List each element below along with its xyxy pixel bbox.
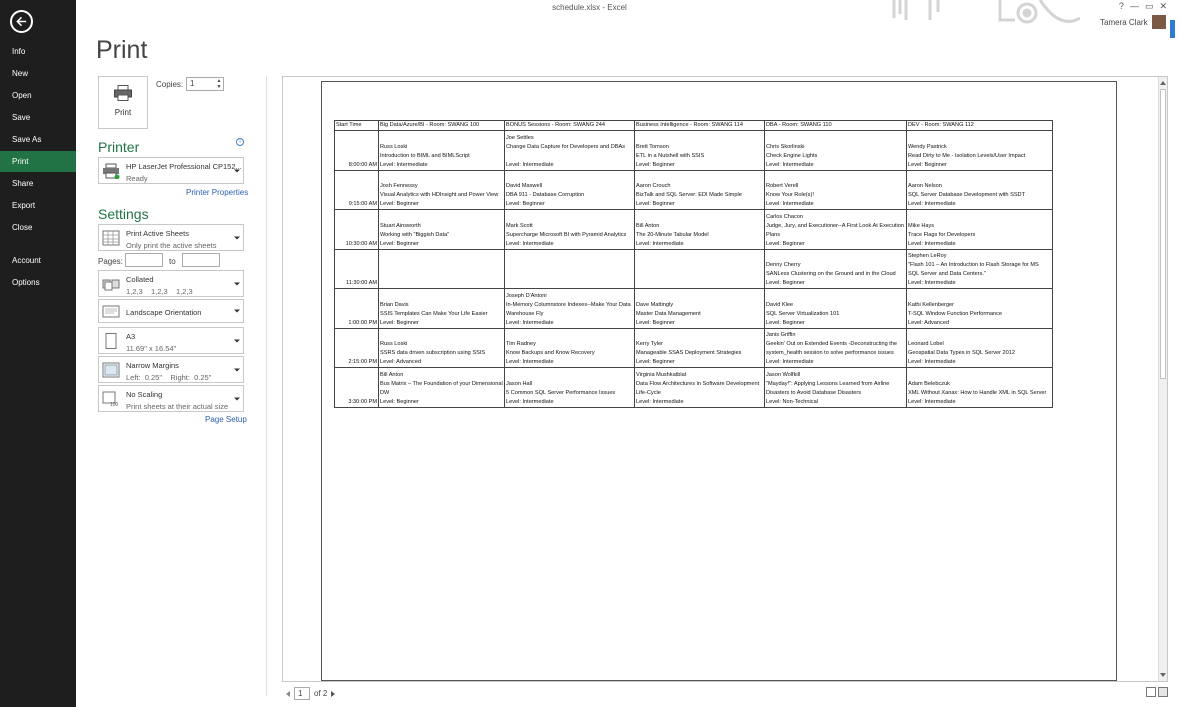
session-cell [765,131,907,171]
session-line: Introduction to BIML and BIMLScript [380,152,470,159]
session-cell [907,328,1053,368]
zoom-controls [1146,687,1168,697]
pages-from-input[interactable] [125,253,163,267]
start-time-cell: 8:00:00 AM [335,131,379,171]
paper-size-icon [102,333,120,349]
chevron-down-icon [234,282,240,285]
session-line: Change Data Capture for Developers and DBAs [506,143,626,150]
window-edge-accent [1170,20,1175,38]
session-cell [379,210,505,250]
minimize-button[interactable]: — [1129,1,1139,11]
pages-to-label: to [169,257,176,266]
session-cell [907,249,1053,289]
session-line: Level: Beginner [380,201,419,207]
nav-account[interactable]: Account [12,256,41,265]
table-row [335,131,1053,171]
session-cell [379,131,505,171]
session-line: Level: Beginner [506,201,545,207]
session-line: Level: Intermediate [766,359,814,365]
speaker-name: Wendy Pastrick [908,143,947,150]
table-row [335,289,1053,329]
session-line: Bus Matrix – The Foundation of your Dimensional DW [380,380,503,396]
spin-up-icon[interactable]: ▲ [216,78,222,84]
table-row [335,368,1053,408]
speaker-name [380,279,503,288]
session-line: Level: Beginner [636,161,675,168]
table-row [335,210,1053,250]
print-preview[interactable] [282,76,1168,682]
session-line: Level: Intermediate [506,161,554,168]
nav-save-as[interactable]: Save As [12,135,42,144]
session-line: Level: Intermediate [636,240,684,247]
page-number-input[interactable]: 1 [294,687,310,700]
session-line: XML Without Xanax: How to Handle XML in SQL Server [908,389,1047,396]
nav-export[interactable]: Export [12,201,36,210]
session-line: Level: Intermediate [506,359,554,365]
session-line: Level: Intermediate [766,201,814,207]
printer-icon [102,163,120,179]
session-line: Working with "Biggish Data" [380,231,450,238]
session-line: ETL in a Nutshell with SSIS [636,152,705,159]
speaker-name: Leonard Lobel [908,341,944,347]
start-time-cell: 2:15:00 PM [335,328,379,368]
session-line: Visual Analytics with HDInsight and Power View [380,192,499,198]
back-arrow-icon [15,15,28,28]
session-cell [379,289,505,329]
session-line: Level: Intermediate [380,161,428,168]
column-header: Big Data/Azure/BI - Room: SWANG 100 [379,121,505,131]
table-body [335,131,1053,408]
session-line: Level: Intermediate [908,280,956,286]
session-line: Level: Beginner [766,240,805,247]
session-cell [635,249,765,289]
session-line: Know Backups and Know Recovery [506,350,595,356]
avatar[interactable] [1152,15,1166,29]
session-line: Level: Intermediate [636,398,684,405]
session-cell [907,368,1053,408]
session-cell [505,170,635,210]
speaker-name: Kerry Tyler [636,341,663,347]
speaker-name: Robert Verell [766,183,799,189]
start-time-cell: 3:30:00 PM [335,368,379,408]
page-title: Print [96,36,148,64]
session-line: Master Data Management [636,310,701,317]
print-what-title: Print Active Sheets [126,229,189,238]
nav-info[interactable]: Info [12,47,26,56]
session-line: SQL Server Virtualization 101 [766,310,840,317]
session-line: 5 Common SQL Server Performance Issues [506,389,616,396]
session-line: Geekin' Out on Extended Events -Deconstructing the system_health session to solve performance issues [766,341,898,356]
restore-button[interactable]: ▭ [1144,1,1154,11]
session-line: Level: Intermediate [908,359,956,365]
speaker-name [506,279,633,288]
paper-size-dropdown[interactable] [98,327,244,354]
panel-divider [266,76,267,696]
session-line: Level: Intermediate [908,240,956,247]
paper-size-subtitle: 11.69" x 16.54" [126,344,177,353]
session-cell [379,170,505,210]
session-line: SSRS data driven subscription using SSIS [380,350,486,356]
printer-icon [114,85,132,101]
session-line: DBA 911 - Database Corruption [506,192,585,198]
orientation-dropdown[interactable] [98,299,244,323]
session-cell [505,131,635,171]
copies-value: 1 [190,79,195,88]
chevron-down-icon [234,339,240,342]
print-what-subtitle: Only print the active sheets [126,241,217,250]
back-button[interactable] [10,10,33,33]
nav-print[interactable]: Print [0,151,76,172]
session-line: Manageable SSAS Deployment Strategies [636,350,742,356]
help-button[interactable]: ? [1118,1,1124,11]
speaker-name: Russ Loski [380,143,408,150]
session-line: In-Memory Columnstore Indexes--Make Your Data Warehouse Fly [506,301,631,317]
chevron-down-icon [234,368,240,371]
session-line: Trace Flags for Developers [908,231,976,238]
print-button[interactable] [98,76,148,129]
table-row [335,170,1053,210]
session-line: "Flash 101 – An Introduction to Flash Storage for MS SQL Server and Data Centers." [908,262,1039,277]
session-line: Level: Intermediate [908,201,956,207]
session-cell [505,368,635,408]
column-header: DEV - Room: SWANG 112 [907,121,1053,131]
printer-dropdown[interactable] [98,157,244,184]
margins-subtitle: Left: 0.25" Right: 0.25" [126,373,212,382]
pages-to-input[interactable] [182,253,220,267]
session-line: Check Engine Lights [766,152,818,159]
session-line: Level: Intermediate [506,398,554,405]
margins-title: Narrow Margins [126,361,179,370]
previous-page-icon[interactable] [286,691,290,697]
session-line: Level: Beginner [380,398,419,405]
session-cell [505,249,635,289]
session-cell [907,131,1053,171]
page-total: of 2 [314,689,328,698]
speaker-name: Bill Anton [380,371,404,378]
session-line: SSIS Templates Can Make Your Life Easier [380,310,488,317]
column-header: Business Intelligence - Room: SWANG 114 [635,121,765,131]
session-line: Judge, Jury, and Executioner--A First Look At Execution Plans [766,222,904,238]
start-time-cell: 9:15:00 AM [335,170,379,210]
table-row [335,328,1053,368]
column-header: BONUS Sessions - Room: SWANG 244 [505,121,635,131]
speaker-name: Brett Tomson [636,143,669,150]
speaker-name [636,279,763,288]
session-cell [505,328,635,368]
speaker-name: Dave Mattingly [636,301,673,308]
nav-save[interactable]: Save [12,113,31,122]
session-cell [907,289,1053,329]
margins-icon [102,362,120,378]
spin-down-icon[interactable]: ▼ [216,84,222,90]
schedule-table [334,120,1053,408]
session-cell [765,249,907,289]
speaker-name: Denny Cherry [766,262,801,268]
speaker-name: Josh Fennessy [380,183,418,189]
chevron-down-icon [234,236,240,239]
session-line: Level: Beginner [766,319,805,326]
speaker-name: Tim Radney [506,341,536,347]
preview-scrollbar[interactable] [1158,77,1167,681]
speaker-name: Carlos Chacon [766,213,803,220]
session-line: Level: Non-Technical [766,398,818,405]
margins-dropdown[interactable] [98,356,244,383]
speaker-name: Stuart Ainsworth [380,222,421,229]
session-line: Level: Beginner [908,161,947,168]
close-window-button[interactable]: ✕ [1159,1,1167,11]
show-margins-icon[interactable] [1146,687,1156,697]
settings-heading: Settings [98,206,149,222]
speaker-name: Virginia Mushkatblat [636,371,687,378]
session-cell [765,328,907,368]
session-cell [765,170,907,210]
sheet-grid-icon [102,230,120,246]
copies-input[interactable] [186,77,224,91]
session-line: Level: Beginner [766,280,805,286]
window-controls [1119,1,1167,12]
session-line: The 20-Minute Tabular Model [636,231,709,238]
collation-title: Collated [126,275,154,284]
scroll-thumb[interactable] [1160,89,1166,379]
session-line: Data Flow Architectures in Software Development Life-Cycle [636,380,760,396]
printer-heading: Printer [98,139,140,155]
printer-properties-link[interactable]: Printer Properties [186,188,249,197]
scaling-icon [102,391,120,407]
speaker-name: Stephen LeRoy [908,253,947,259]
session-line: Level: Intermediate [908,398,956,405]
session-cell [765,289,907,329]
paper-size-title: A3 [126,332,136,341]
session-line: Level: Beginner [636,359,675,365]
next-page-icon[interactable] [331,691,335,697]
nav-options[interactable]: Options [12,278,40,287]
collation-dropdown[interactable] [98,270,244,297]
svg-text:100: 100 [110,401,119,407]
session-cell [765,368,907,408]
session-line: SQL Server Database Development with SSDT [908,192,1026,198]
session-cell [379,328,505,368]
orientation-title: Landscape Orientation [126,308,202,317]
column-header: Start Time [335,121,379,131]
start-time-cell: 11:30:00 AM [335,249,379,289]
session-cell [635,289,765,329]
speaker-name: Joseph D'Antoni [506,292,547,299]
speaker-name: Russ Loski [380,341,408,347]
info-icon[interactable]: i [236,138,244,146]
nav-open[interactable]: Open [12,91,32,100]
zoom-to-page-icon[interactable] [1158,687,1168,697]
speaker-name: Aaron Nelson [908,183,942,189]
session-cell [635,328,765,368]
speaker-name: David Klee [766,301,794,308]
speaker-name: Mike Hays [908,222,935,229]
session-cell [765,210,907,250]
user-name[interactable]: Tamera Clark [1100,18,1148,27]
nav-new[interactable]: New [12,69,29,78]
session-line: T-SQL Window Function Performance [908,310,1002,317]
preview-page [321,81,1117,681]
chevron-down-icon [234,310,240,313]
speaker-name: Jason Hall [506,380,533,387]
page-navigation [286,687,335,700]
session-line: Geospatial Data Types in SQL Server 2012 [908,350,1015,356]
speaker-name: David Maxwell [506,183,543,189]
copies-label: Copies: [156,80,184,89]
landscape-page-icon [102,303,120,319]
session-line: "Mayday!": Applying Lessons Learned from Airline Disasters to Avoid Database Disasters [766,380,890,396]
session-line: BizTalk and SQL Server: EDI Made Simple [636,192,742,198]
session-cell [907,170,1053,210]
speaker-name: Mark Scott [506,222,533,229]
session-line: Level: Intermediate [506,319,554,326]
collation-subtitle: 1,2,3 1,2,3 1,2,3 [126,287,193,296]
session-line: Level: Advanced [380,359,422,365]
title-bar-decoration [890,0,1080,32]
session-line: Level: Beginner [636,201,675,207]
session-cell [505,210,635,250]
nav-close[interactable]: Close [12,223,33,232]
session-line: SANLess Clustering on the Ground and in the Cloud [766,271,896,277]
printer-status: Ready [126,174,148,183]
session-line: Level: Beginner [380,240,419,247]
session-line: Read Dirty to Me - Isolation Levels/User Impact [908,152,1026,159]
scaling-title: No Scaling [126,390,163,399]
copies-stepper[interactable] [216,78,222,90]
scroll-down-icon[interactable] [1160,673,1166,677]
session-cell [379,249,505,289]
table-header-row [335,121,1053,131]
session-cell [505,289,635,329]
backstage-sidebar [0,0,76,707]
session-cell [379,368,505,408]
page-setup-link[interactable]: Page Setup [205,415,247,424]
start-time-cell: 10:30:00 AM [335,210,379,250]
session-cell [635,210,765,250]
start-time-cell: 1:00:00 PM [335,289,379,329]
chevron-down-icon [234,397,240,400]
collate-icon [102,276,120,292]
column-header: DBA - Room: SWANG 110 [765,121,907,131]
session-cell [907,210,1053,250]
print-button-label: Print [114,108,132,117]
chevron-down-icon [234,169,240,172]
speaker-name: Kathi Kellenberger [908,301,955,308]
session-cell [635,170,765,210]
session-line: Know Your Role(s)! [766,192,814,198]
speaker-name: Jason Wolfkill [766,371,801,378]
speaker-name: Brian Davis [380,301,409,308]
speaker-name: Aaron Crouch [636,183,671,189]
session-line: Level: Beginner [636,319,675,326]
session-line: Level: Intermediate [766,161,814,168]
table-row [335,249,1053,289]
printer-name: HP LaserJet Professional CP152... [126,162,242,171]
session-cell [635,131,765,171]
pages-label: Pages: [98,257,123,266]
session-line [506,152,633,161]
session-line: Supercharge Microsoft BI with Pyramid Analytics [506,231,627,238]
scaling-dropdown[interactable] [98,385,244,412]
print-what-dropdown[interactable] [98,224,244,251]
nav-share[interactable]: Share [12,179,34,188]
speaker-name: Joe Settles [506,134,534,141]
session-line: Level: Intermediate [506,240,554,247]
window-title: schedule.xlsx - Excel [552,3,627,12]
speaker-name: Janis Griffin [766,332,796,338]
speaker-name: Bill Anton [636,222,660,229]
scaling-subtitle: Print sheets at their actual size [126,402,229,411]
session-line: Level: Advanced [908,319,950,326]
scroll-up-icon[interactable] [1160,81,1166,85]
session-cell [635,368,765,408]
speaker-name: Adam Belebczuk [908,380,950,387]
session-line: Level: Beginner [380,319,419,326]
speaker-name: Chris Skorlinski [766,143,805,150]
